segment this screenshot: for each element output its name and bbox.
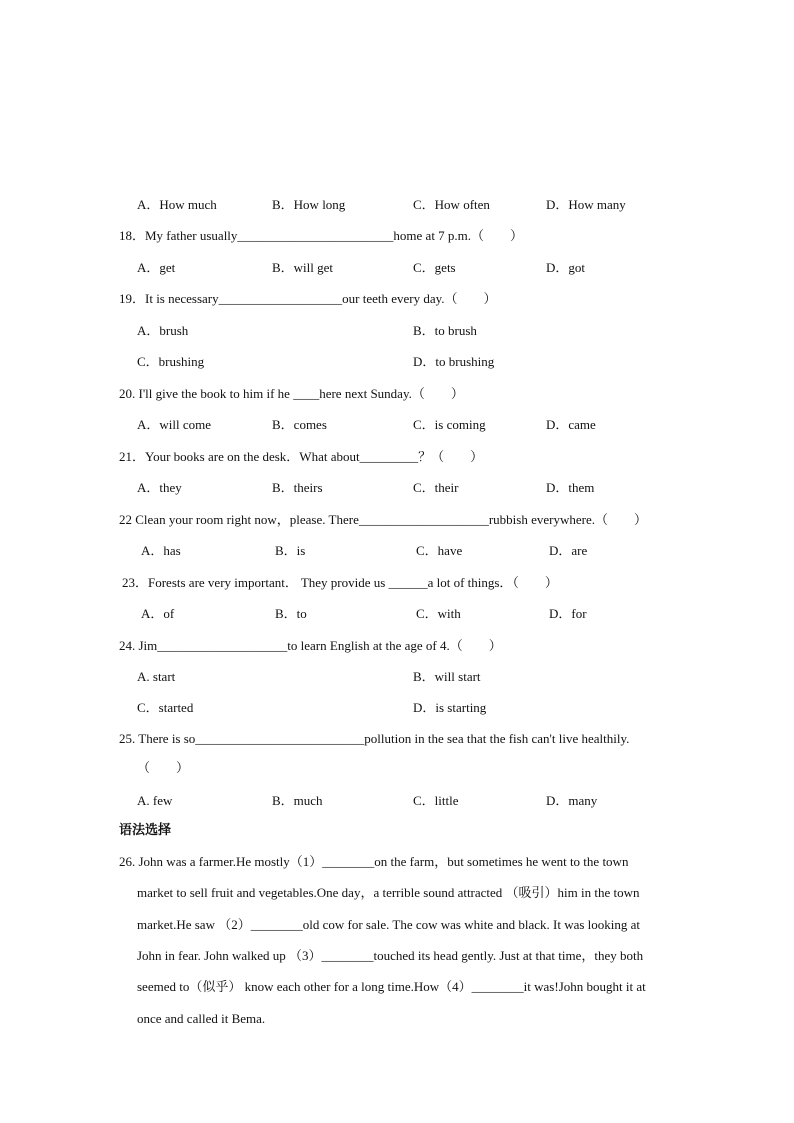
q23-option-b: B．to bbox=[275, 606, 307, 621]
q24-option-c: C．started bbox=[137, 700, 194, 715]
q25-option-b: B．much bbox=[272, 793, 323, 808]
q22-option-a: A．has bbox=[141, 543, 181, 558]
q24-stem: 24. Jim____________________to learn English at the age of 4.（ ） bbox=[119, 638, 502, 653]
q25-answer-paren: （ ） bbox=[137, 760, 190, 775]
q17-option-a: A．How much bbox=[137, 197, 217, 212]
q21-option-d: D．them bbox=[546, 480, 595, 495]
q21-option-c: C．their bbox=[413, 480, 459, 495]
q26-line-6: once and called it Bema. bbox=[137, 1011, 266, 1026]
q18-option-d: D．got bbox=[546, 260, 586, 275]
q20-option-a: A．will come bbox=[137, 417, 212, 432]
q19-option-b: B．to brush bbox=[413, 323, 477, 338]
q23-option-a: A．of bbox=[141, 606, 175, 621]
section-title: 语法选择 bbox=[119, 823, 172, 838]
q17-option-d: D．How many bbox=[546, 197, 626, 212]
q18-option-b: B．will get bbox=[272, 260, 334, 275]
q26-line-2: market to sell fruit and vegetables.One day，a terrible sound attracted （吸引）him in the town bbox=[137, 885, 640, 900]
q17-option-c: C．How often bbox=[413, 197, 490, 212]
q23-stem: 23．Forests are very important． They provide us ______a lot of things．（ ） bbox=[122, 575, 558, 590]
q22-option-c: C．have bbox=[416, 543, 463, 558]
q21-stem: 21．Your books are on the desk．What about_________？（ ） bbox=[119, 449, 484, 464]
q19-stem: 19．It is necessary___________________our teeth every day.（ ） bbox=[119, 291, 497, 306]
q20-option-b: B．comes bbox=[272, 417, 327, 432]
q20-option-d: D．came bbox=[546, 417, 596, 432]
q26-line-4: John in fear. John walked up （3）________touched its head gently. Just at that time，they both bbox=[137, 948, 644, 963]
q19-option-d: D．to brushing bbox=[413, 354, 495, 369]
q24-option-d: D．is starting bbox=[413, 700, 487, 715]
q22-option-d: D．are bbox=[549, 543, 588, 558]
q17-option-b: B．How long bbox=[272, 197, 346, 212]
q21-option-b: B．theirs bbox=[272, 480, 323, 495]
q22-option-b: B．is bbox=[275, 543, 306, 558]
q18-stem: 18．My father usually________________________home at 7 p.m.（ ） bbox=[119, 228, 524, 243]
q26-line-3: market.He saw （2）________old cow for sale. The cow was white and black. It was looking at bbox=[137, 917, 641, 932]
q25-option-c: C．little bbox=[413, 793, 459, 808]
q19-option-c: C．brushing bbox=[137, 354, 205, 369]
q18-option-a: A．get bbox=[137, 260, 176, 275]
q18-option-c: C．gets bbox=[413, 260, 456, 275]
q26-line-5: seemed to（似乎） know each other for a long time.How（4）________it was!John bought it at bbox=[137, 979, 646, 994]
q19-option-a: A．brush bbox=[137, 323, 189, 338]
q20-stem: 20. I'll give the book to him if he ____here next Sunday.（ ） bbox=[119, 386, 464, 401]
q23-option-c: C．with bbox=[416, 606, 461, 621]
q25-option-a: A. few bbox=[137, 793, 173, 808]
q25-option-d: D．many bbox=[546, 793, 598, 808]
q20-option-c: C．is coming bbox=[413, 417, 486, 432]
q21-option-a: A．they bbox=[137, 480, 182, 495]
q26-line-1: 26. John was a farmer.He mostly（1）________on the farm，but sometimes he went to the town bbox=[119, 854, 629, 869]
q22-stem: 22 Clean your room right now，please. There____________________rubbish everywhere.（ ） bbox=[119, 512, 647, 527]
q24-option-a: A. start bbox=[137, 669, 176, 684]
q23-option-d: D．for bbox=[549, 606, 587, 621]
q25-stem: 25. There is so__________________________pollution in the sea that the fish can't live healthily. bbox=[119, 731, 630, 746]
q24-option-b: B．will start bbox=[413, 669, 481, 684]
